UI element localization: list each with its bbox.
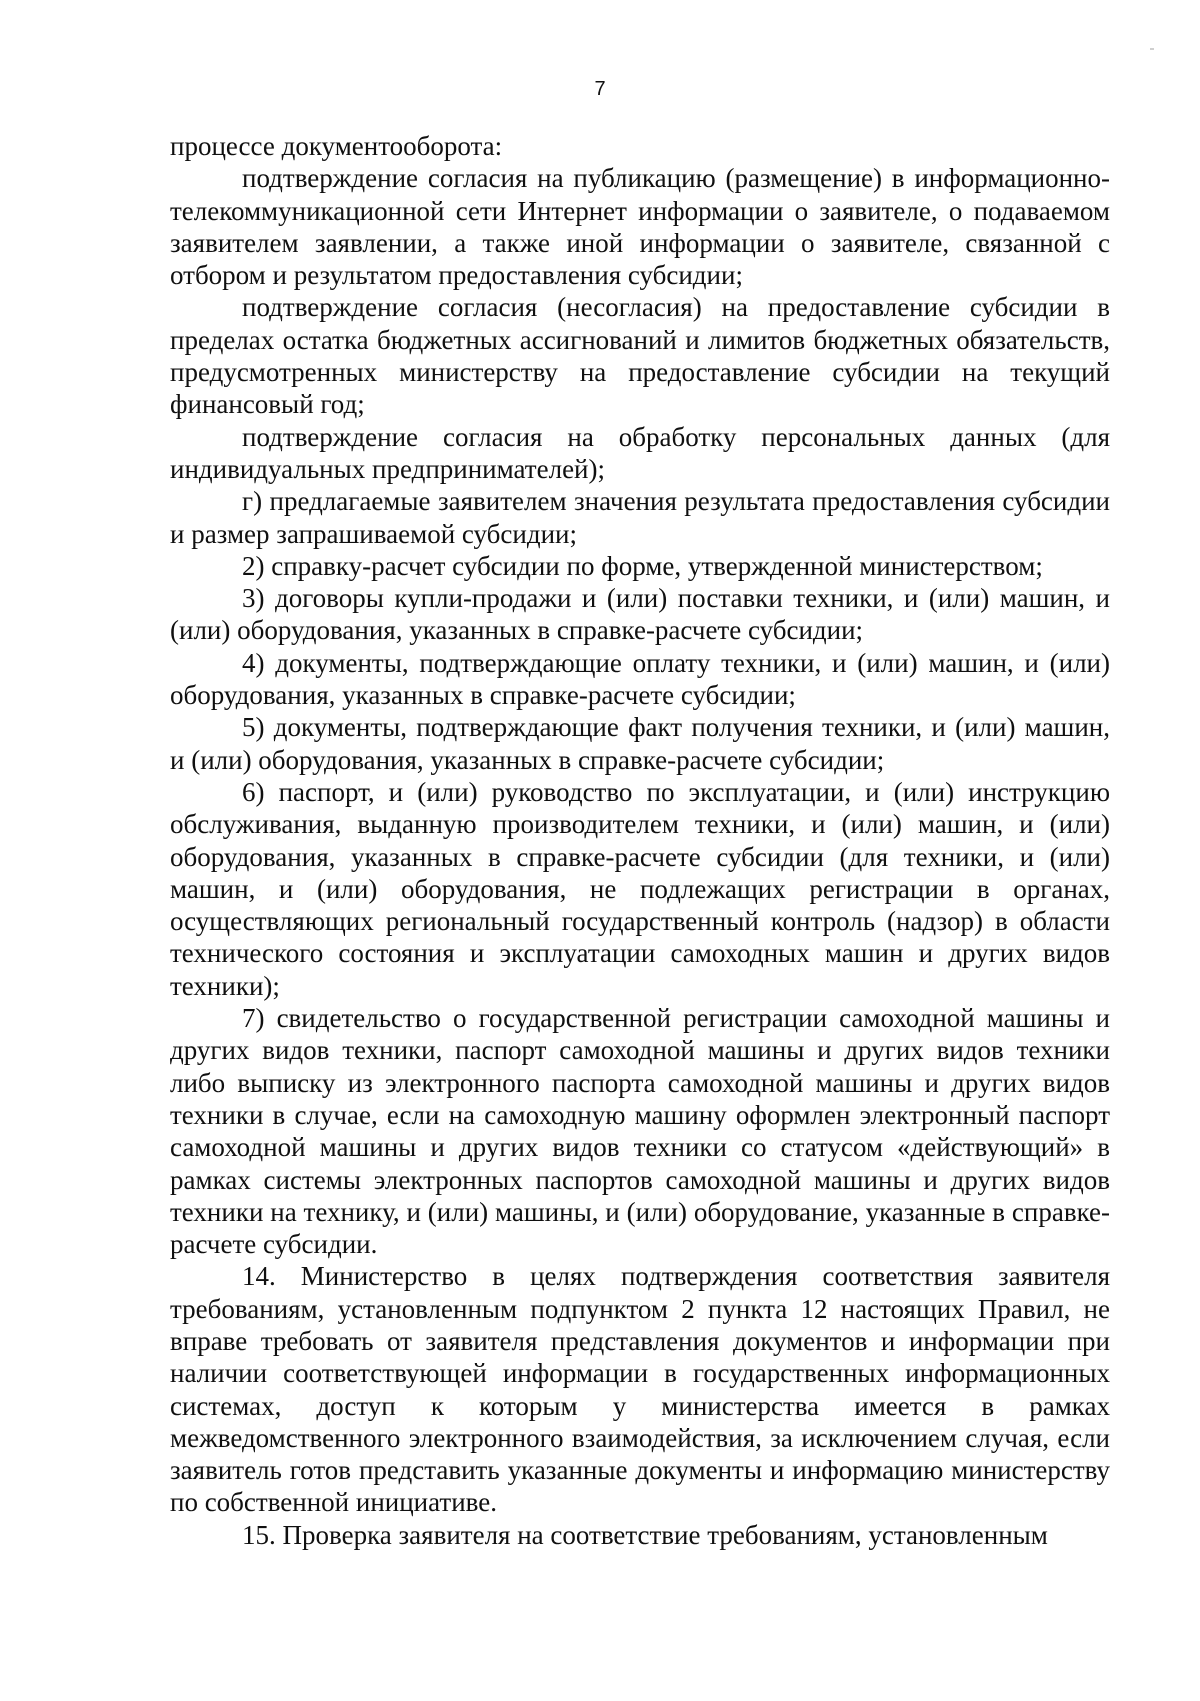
paragraph-section-14: 14. Министерство в целях подтверждения соответствия заявителя требованиям, установленным подпунктом 2 пункта 12 настоящих Правил, не вправе требовать от заявителя представления документов и информации при наличии соответствующей информации в государственных информационных системах, доступ к которым у министерства имеется в рамках межведомственного электронного взаимодействия, за исключением случая, если заявитель готов представить указанные документы и информацию министерству по собственной инициативе. xyxy=(170,1261,1110,1518)
document-body xyxy=(170,130,1110,1551)
paragraph-item-g: г) предлагаемые заявителем значения результата предоставления субсидии и размер запрашиваемой субсидии; xyxy=(170,486,1110,549)
paragraph-item-4: 4) документы, подтверждающие оплату техники, и (или) машин, и (или) оборудования, указанных в справке-расчете субсидии; xyxy=(170,647,1110,711)
paragraph-continuation: процессе документооборота: xyxy=(170,131,503,161)
paragraph-section-15: 15. Проверка заявителя на соответствие требованиям, установленным xyxy=(242,1519,1048,1550)
paragraph-item-5: 5) документы, подтверждающие факт получения техники, и (или) машин, и (или) оборудования, указанных в справке-расчете субсидии; xyxy=(170,712,1110,775)
paragraph-item-7: 7) свидетельство о государственной регистрации самоходной машины и других видов техники, паспорт самоходной машины и других видов техники либо выписку из электронного паспорта самоходной машины и других видов техники в случае, если на самоходную машину оформлен электронный паспорт самоходной машины и других видов техники со статусом «действующий» в рамках системы электронных паспортов самоходной машины и других видов техники на технику, и (или) машины, и (или) оборудование, указанные в справке-расчете субсидии. xyxy=(170,1003,1110,1260)
page-number: 7 xyxy=(594,78,606,100)
paragraph-consent-publication: подтверждение согласия на публикацию (размещение) в информационно-телекоммуникационной сети Интернет информации о заявителе, о подаваемом заявителем заявлении, а также иной информации о заявителе, связанной с отбором и результатом предоставления субсидии; xyxy=(170,163,1110,291)
paragraph-item-6: 6) паспорт, и (или) руководство по эксплуатации, и (или) инструкцию обслуживания, выданную производителем техники, и (или) машин, и (или) оборудования, указанных в справке-расчете субсидии (для техники, и (или) машин, и (или) оборудования, не подлежащих регистрации в органах, осуществляющих региональный государственный контроль (надзор) в области технического состояния и эксплуатации самоходных машин и других видов техники); xyxy=(170,776,1110,1001)
paragraph-item-3: 3) договоры купли-продажи и (или) поставки техники, и (или) машин, и (или) оборудования, указанных в справке-расчете субсидии; xyxy=(170,583,1110,646)
paragraph-consent-subsidy: подтверждение согласия (несогласия) на предоставление субсидии в пределах остатка бюджетных ассигнований и лимитов бюджетных обязательств, предусмотренных министерству на предоставление субсидии на текущий финансовый год; xyxy=(170,292,1110,420)
scan-mark xyxy=(1150,48,1154,50)
paragraph-consent-personal-data: подтверждение согласия на обработку персональных данных (для индивидуальных предпринимателей); xyxy=(170,421,1110,484)
paragraph-item-2: 2) справку-расчет субсидии по форме, утвержденной министерством; xyxy=(242,550,1043,581)
